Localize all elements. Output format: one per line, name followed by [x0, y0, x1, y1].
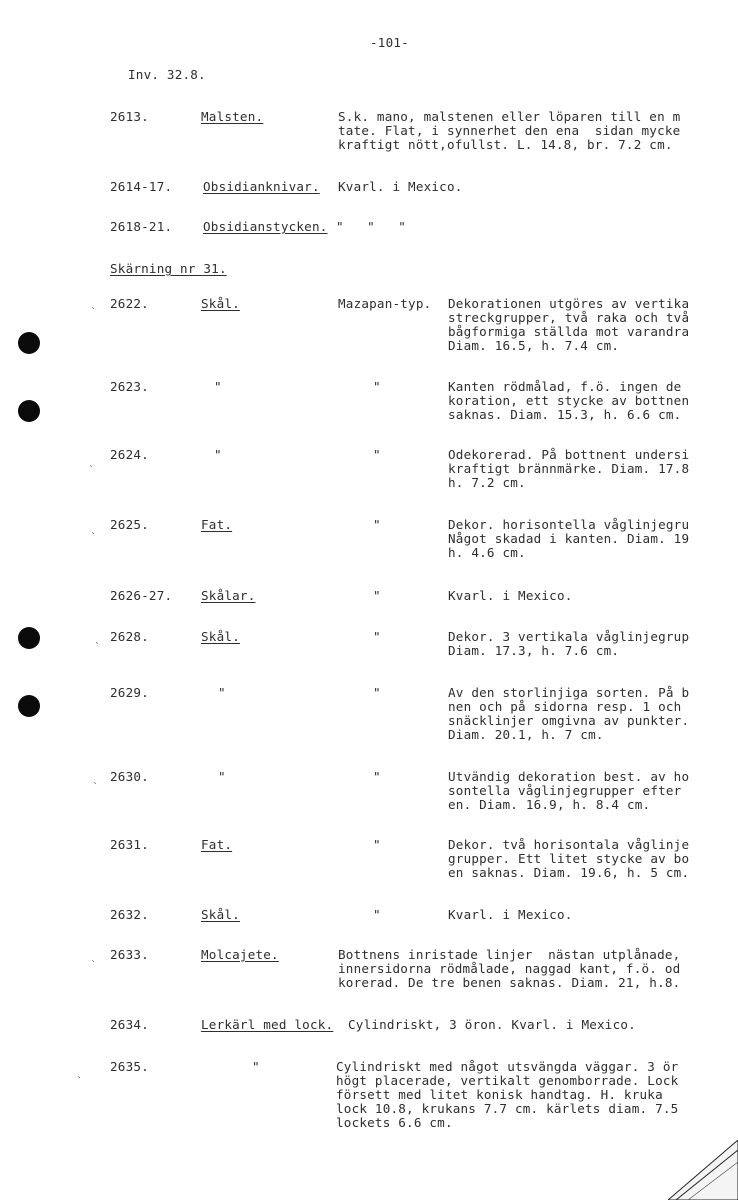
entry-name: Obsidianstycken. [203, 219, 328, 234]
entry-number: 2618-21. [110, 219, 173, 234]
entry-type: " [373, 447, 381, 462]
entry-name: " [252, 1059, 260, 1074]
entry-description-line: Diam. 17.3, h. 7.6 cm. [448, 643, 620, 658]
binder-hole-3 [18, 627, 40, 649]
entry-description-line: koration, ett stycke av bottnen [448, 393, 690, 408]
entry-description-line: innersidorna rödmålade, naggad kant, f.ö. od [338, 961, 681, 976]
entry-number: 2632. [110, 907, 149, 922]
entry-description-line: Cylindriskt, 3 öron. Kvarl. i Mexico. [348, 1017, 636, 1032]
margin-tick-mark: ˎ [88, 456, 95, 467]
entry-type: " [373, 907, 381, 922]
entry-name: Fat. [201, 517, 233, 532]
entry-number: 2626-27. [110, 588, 173, 603]
entry-description-line: Dekor. horisontella våglinjegru [448, 517, 690, 532]
entry-description-line: lock 10.8, krukans 7.7 cm. kärlets diam. 7.5 [336, 1101, 679, 1116]
entry-description-line: snäcklinjer omgivna av punkter. [448, 713, 690, 728]
binder-hole-1 [18, 332, 40, 354]
entry-name: Skål. [201, 629, 240, 644]
entry-type: " [373, 837, 381, 852]
entry-description-line: nen och på sidorna resp. 1 och [448, 699, 682, 714]
entry-name: " [218, 685, 226, 700]
entry-description-line: Dekor. 3 vertikala våglinjegrup [448, 629, 690, 644]
entry-description-line: streckgrupper, två raka och två [448, 310, 690, 325]
entry-type: " [373, 685, 381, 700]
entry-description-line: S.k. mano, malstenen eller löparen till en m [338, 109, 681, 124]
entry-description-line: Diam. 16.5, h. 7.4 cm. [448, 338, 620, 353]
entry-number: 2614-17. [110, 179, 173, 194]
entry-description-line: h. 7.2 cm. [448, 475, 526, 490]
entry-description-line: sontella våglinjegrupper efter [448, 783, 682, 798]
entry-type: " [373, 629, 381, 644]
entry-description-line: Kanten rödmålad, f.ö. ingen de [448, 379, 682, 394]
entry-type: " [373, 588, 381, 603]
entry-type: Mazapan-typ. [338, 296, 432, 311]
entry-description-line: Kvarl. i Mexico. [448, 588, 573, 603]
entry-name: " [214, 379, 222, 394]
entry-number: 2635. [110, 1059, 149, 1074]
entry-name: Fat. [201, 837, 233, 852]
entry-description-line: Cylindriskt med något utsvängda väggar. 3 ör [336, 1059, 679, 1074]
entry-description-line: Odekorerad. På bottnent undersi [448, 447, 690, 462]
entry-description-line: kraftigt nött,ofullst. L. 14.8, br. 7.2 cm. [338, 137, 673, 152]
entry-number: 2625. [110, 517, 149, 532]
entry-name: " [218, 769, 226, 784]
entry-description-line: en saknas. Diam. 19.6, h. 5 cm. [448, 865, 690, 880]
entry-name: Lerkärl med lock. [201, 1017, 334, 1032]
entry-description-line: Bottnens inristade linjer nästan utplånade, [338, 947, 681, 962]
entry-description-line: korerad. De tre benen saknas. Diam. 21, h.8. [338, 975, 681, 990]
entry-name: Skål. [201, 907, 240, 922]
margin-tick-mark: ˎ [94, 633, 101, 644]
entry-description-line: Kvarl. i Mexico. [338, 179, 463, 194]
entry-name: Molcajete. [201, 947, 279, 962]
entry-number: 2634. [110, 1017, 149, 1032]
entry-name: Obsidianknivar. [203, 179, 320, 194]
entry-description-line: grupper. Ett litet stycke av bo [448, 851, 690, 866]
section-heading: Skärning nr 31. [110, 261, 227, 276]
entry-description-line: Kvarl. i Mexico. [448, 907, 573, 922]
entry-number: 2633. [110, 947, 149, 962]
entry-description-line: saknas. Diam. 15.3, h. 6.6 cm. [448, 407, 682, 422]
margin-tick-mark: ˎ [76, 1067, 83, 1078]
margin-tick-mark: ˎ [90, 298, 97, 309]
entry-type: " [373, 379, 381, 394]
entry-description-line: lockets 6.6 cm. [336, 1115, 453, 1130]
entry-description-line: en. Diam. 16.9, h. 8.4 cm. [448, 797, 651, 812]
margin-tick-mark: ˎ [90, 523, 97, 534]
entry-type: " [373, 769, 381, 784]
folded-corner-icon [668, 1140, 738, 1200]
entry-description-line: Något skadad i kanten. Diam. 19 [448, 531, 690, 546]
entry-name: Malsten. [201, 109, 264, 124]
entry-number: 2630. [110, 769, 149, 784]
entry-description-line: Dekor. två horisontala våglinje [448, 837, 690, 852]
entry-type: " " " [336, 219, 407, 234]
entry-number: 2623. [110, 379, 149, 394]
entry-description-line: Dekorationen utgöres av vertika [448, 296, 690, 311]
entry-description-line: högt placerade, vertikalt genomborrade. Lock [336, 1073, 679, 1088]
entry-description-line: h. 4.6 cm. [448, 545, 526, 560]
entry-description-line: Av den storlinjiga sorten. På b [448, 685, 690, 700]
entry-description-line: kraftigt brännmärke. Diam. 17.8 [448, 461, 690, 476]
entry-description-line: Utvändig dekoration best. av ho [448, 769, 690, 784]
binder-hole-4 [18, 695, 40, 717]
entry-name: Skål. [201, 296, 240, 311]
entry-description-line: tate. Flat, i synnerhet den ena sidan mycke [338, 123, 681, 138]
page-number: -101- [370, 35, 409, 50]
entry-type: " [373, 517, 381, 532]
margin-tick-mark: ˎ [90, 951, 97, 962]
margin-tick-mark: ˎ [92, 773, 99, 784]
entry-number: 2631. [110, 837, 149, 852]
entry-number: 2622. [110, 296, 149, 311]
entry-number: 2629. [110, 685, 149, 700]
entry-description-line: försett med litet konisk handtag. H. kruka [336, 1087, 663, 1102]
inventory-label: Inv. 32.8. [128, 67, 206, 82]
entry-description-line: bågformiga ställda mot varandra [448, 324, 690, 339]
entry-name: Skålar. [201, 588, 256, 603]
binder-hole-2 [18, 400, 40, 422]
entry-name: " [214, 447, 222, 462]
entry-number: 2628. [110, 629, 149, 644]
entry-description-line: Diam. 20.1, h. 7 cm. [448, 727, 604, 742]
entry-number: 2613. [110, 109, 149, 124]
entry-number: 2624. [110, 447, 149, 462]
